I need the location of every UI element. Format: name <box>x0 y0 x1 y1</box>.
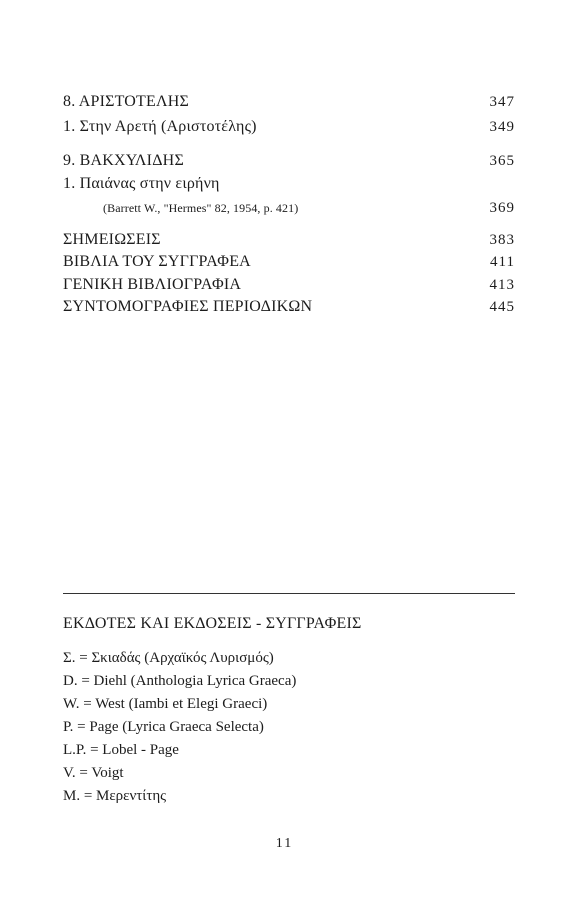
toc-entry-geniki-vivliografia <box>63 276 515 294</box>
toc-entry-aristoteles <box>63 93 515 111</box>
toc-entry-page: 347 <box>489 94 515 110</box>
abbreviations-heading: ΕΚΔΟΤΕΣ ΚΑΙ ΕΚΔΟΣΕΙΣ - ΣΥΓΓΡΑΦΕΙΣ <box>63 615 362 632</box>
abbreviation-item: V. = Voigt <box>63 765 124 781</box>
toc-entry-page: 365 <box>489 153 515 169</box>
page-number: 11 <box>275 836 294 851</box>
toc-entry-label: ΓΕΝΙΚΗ ΒΙΒΛΙΟΓΡΑΦΙΑ <box>63 276 242 293</box>
toc-entry-page: 383 <box>489 232 515 248</box>
abbreviation-item: L.P. = Lobel - Page <box>63 742 179 758</box>
toc-entry-label: 1. Στην Αρετή (Αριστοτέλης) <box>63 118 257 135</box>
toc-entry-simeioseis <box>63 231 515 249</box>
toc-entry-bakchylides <box>63 152 515 170</box>
toc-entry-label: 1. Παιάνας στην ειρήνη <box>63 175 220 192</box>
toc-entry-paianas <box>63 175 515 193</box>
abbreviation-item: W. = West (Iambi et Elegi Graeci) <box>63 696 268 712</box>
toc-entry-page: 349 <box>489 119 515 135</box>
abbreviation-item: M. = Μερεντίτης <box>63 788 167 804</box>
toc-entry-label: ΣΗΜΕΙΩΣΕΙΣ <box>63 231 161 248</box>
toc-entry-page: 413 <box>489 277 515 293</box>
toc-entry-label: (Barrett W., "Hermes" 82, 1954, p. 421) <box>103 201 299 215</box>
toc-entry-stin-areti <box>63 118 515 136</box>
toc-entry-label: 9. ΒΑΚΧΥΛΙΔΗΣ <box>63 152 184 169</box>
toc-entry-label: ΣΥΝΤΟΜΟΓΡΑΦΙΕΣ ΠΕΡΙΟΔΙΚΩΝ <box>63 298 313 315</box>
toc-entry-page: 445 <box>489 299 515 315</box>
section-divider <box>63 593 515 594</box>
toc-entry-page: 411 <box>490 254 515 270</box>
abbreviation-item: Σ. = Σκιαδάς (Αρχαϊκός Λυρισμός) <box>63 650 274 666</box>
toc-entry-syntomografies <box>63 298 515 316</box>
toc-entry-vivlia <box>63 253 515 271</box>
toc-entry-page: 369 <box>489 200 515 216</box>
abbreviation-item: P. = Page (Lyrica Graeca Selecta) <box>63 719 264 735</box>
toc-entry-citation <box>63 200 515 217</box>
toc-entry-label: 8. ΑΡΙΣΤΟΤΕΛΗΣ <box>63 93 190 110</box>
toc-entry-label: ΒΙΒΛΙΑ ΤΟΥ ΣΥΓΓΡΑΦΕΑ <box>63 253 251 270</box>
abbreviation-item: D. = Diehl (Anthologia Lyrica Graeca) <box>63 673 297 689</box>
